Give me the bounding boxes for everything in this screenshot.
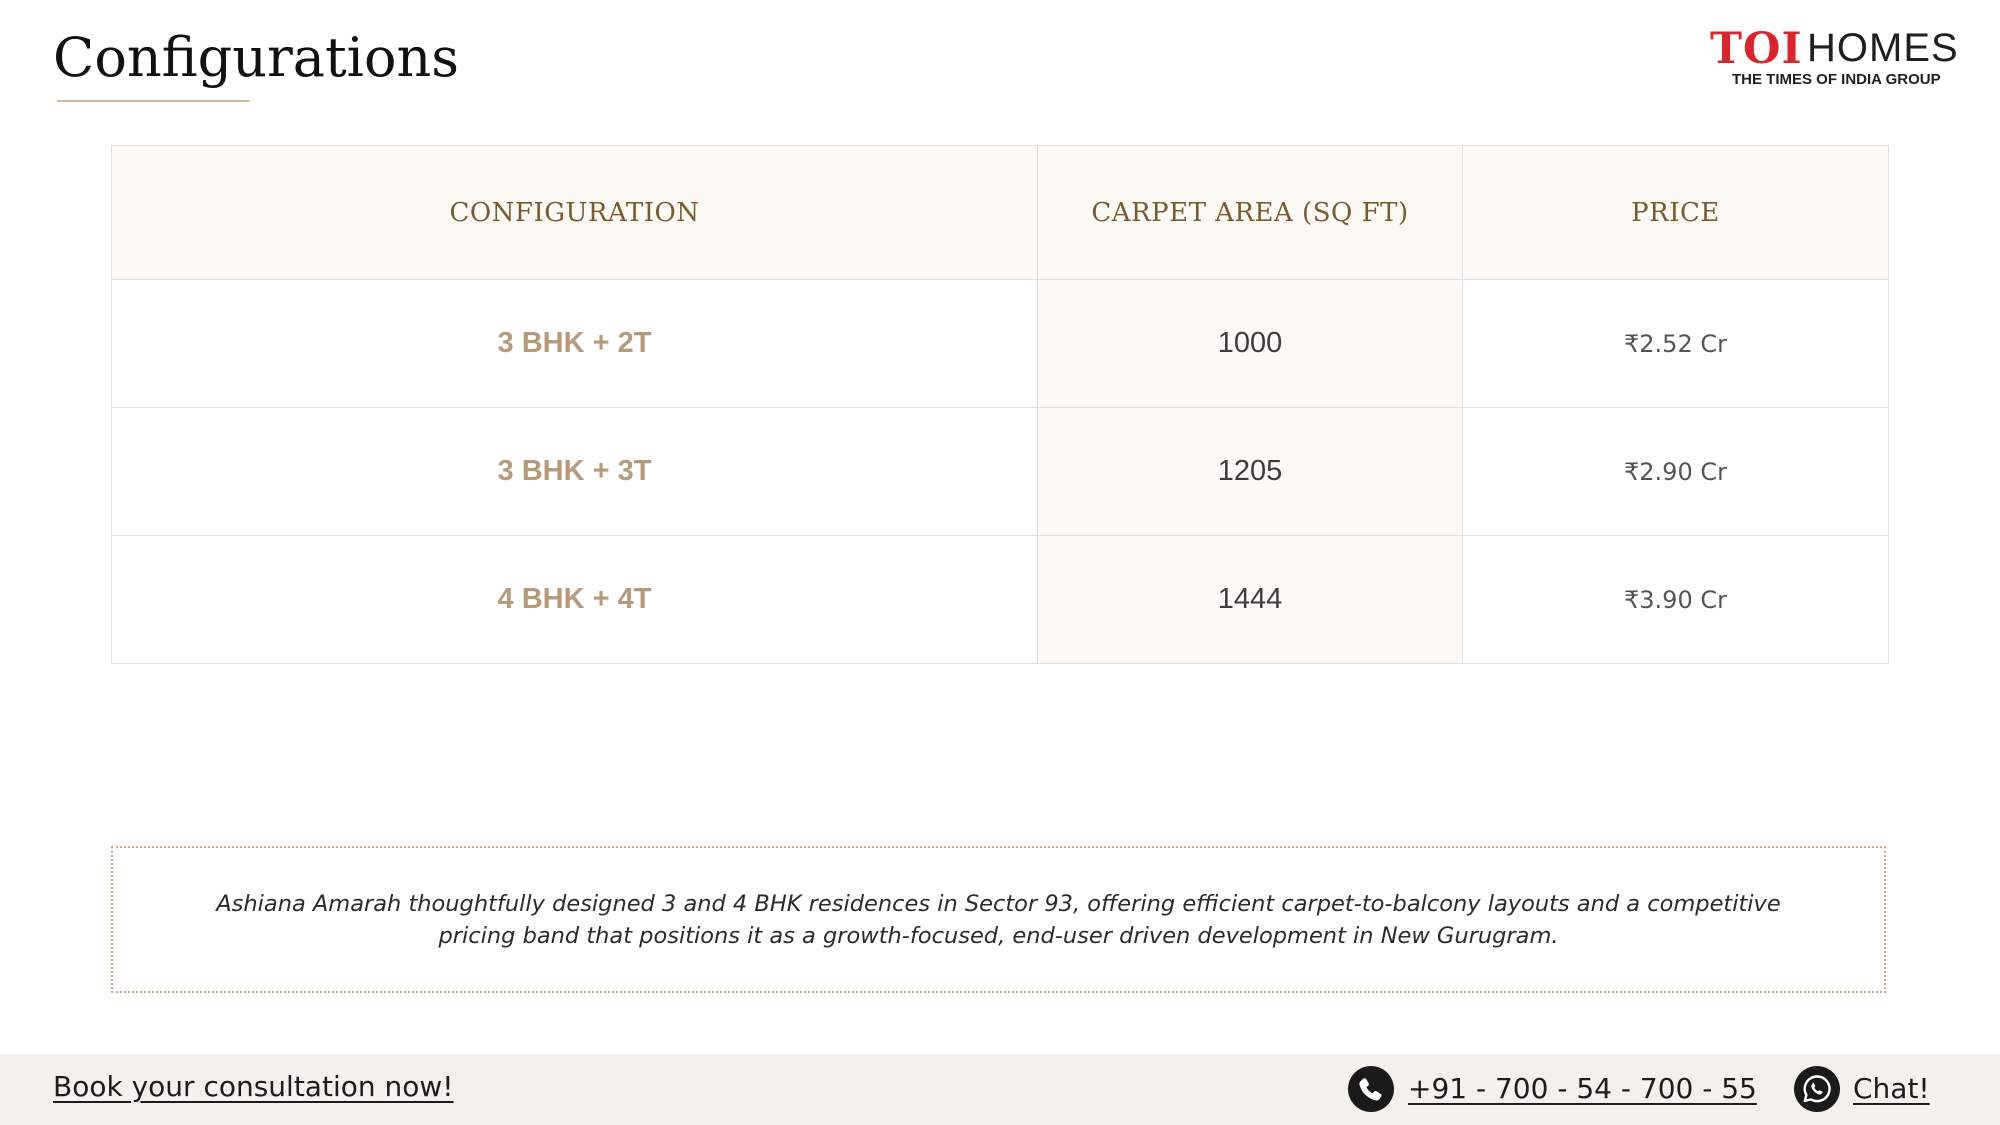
price-cell: ₹3.90 Cr: [1463, 536, 1889, 664]
configuration-cell: 3 BHK + 3T: [112, 408, 1038, 536]
logo-tagline: THE TIMES OF INDIA GROUP: [1732, 71, 1941, 88]
column-header-carpet-area: CARPET AREA (SQ FT): [1038, 146, 1463, 280]
book-consultation-link[interactable]: Book your consultation now!: [53, 1070, 454, 1103]
column-header-price: PRICE: [1463, 146, 1889, 280]
table-row: [112, 536, 1889, 664]
table-row: [112, 280, 1889, 408]
page-title: Configurations: [53, 26, 459, 89]
summary-note-text: Ashiana Amarah thoughtfully designed 3 and 4 BHK residences in Sector 93, offering efficient carpet-to-balcony layouts and a competitive pricing band that positions it as a growth-focused, end-user driven development in New Gurugram.: [216, 890, 1781, 949]
table-row: [112, 408, 1889, 536]
footer-bar: [0, 1054, 2000, 1125]
title-underline: [57, 100, 250, 102]
chat-link[interactable]: Chat!: [1853, 1072, 1930, 1105]
price-cell: ₹2.90 Cr: [1463, 408, 1889, 536]
phone-icon[interactable]: [1348, 1066, 1394, 1112]
carpet-area-cell: 1000: [1038, 280, 1463, 408]
logo-homes-text: HOMES: [1807, 26, 1959, 70]
phone-number-link[interactable]: +91 - 700 - 54 - 700 - 55: [1408, 1072, 1757, 1105]
configuration-cell: 4 BHK + 4T: [112, 536, 1038, 664]
column-header-configuration: CONFIGURATION: [112, 146, 1038, 280]
configuration-table: [111, 145, 1889, 664]
carpet-area-cell: 1444: [1038, 536, 1463, 664]
logo-toi-text: TOI: [1710, 24, 1803, 74]
price-cell: ₹2.52 Cr: [1463, 280, 1889, 408]
whatsapp-icon[interactable]: [1794, 1066, 1840, 1112]
table-header-row: [112, 146, 1889, 280]
configuration-cell: 3 BHK + 2T: [112, 280, 1038, 408]
carpet-area-cell: 1205: [1038, 408, 1463, 536]
toi-homes-logo: [1705, 22, 1970, 97]
summary-note-box: [111, 846, 1886, 993]
